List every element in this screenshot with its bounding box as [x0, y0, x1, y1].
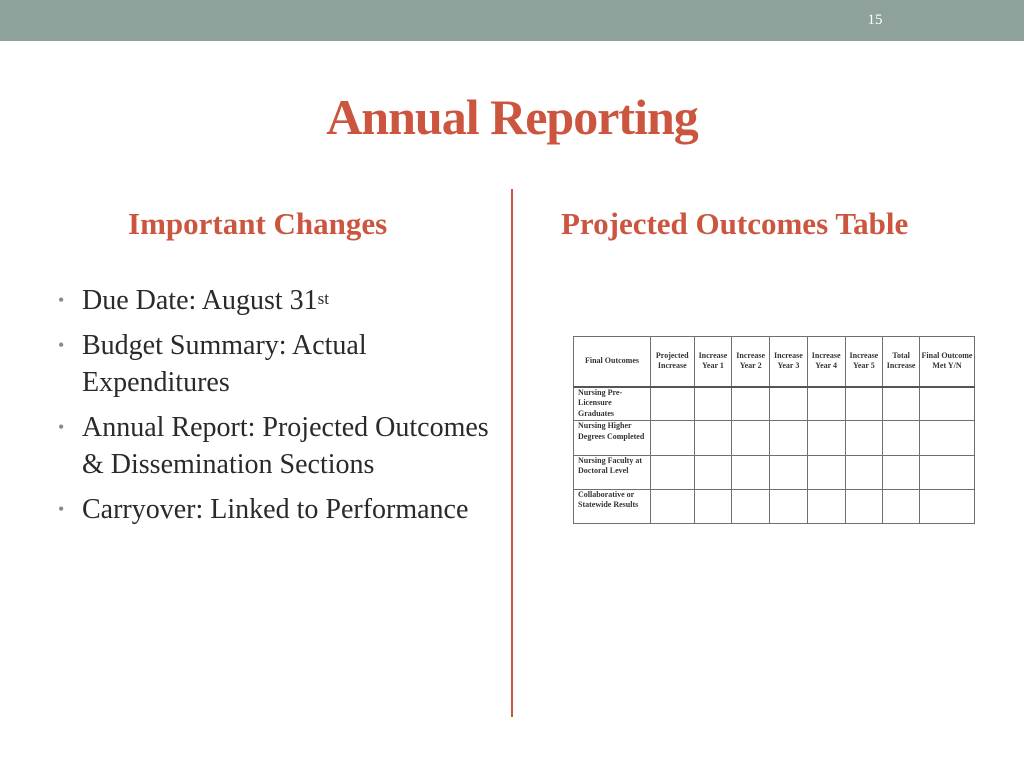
changes-bullet-list — [56, 282, 496, 535]
bullet-superscript: st — [317, 289, 329, 308]
table-row — [574, 387, 975, 421]
table-row — [574, 421, 975, 455]
table-cell — [883, 387, 920, 421]
projected-outcomes-heading: Projected Outcomes Table — [561, 206, 909, 241]
column-header-increase-year-5: Increase Year 5 — [845, 337, 883, 387]
bullet-text: Carryover: Linked to Performance — [82, 493, 469, 525]
bullet-item-annual-report — [56, 409, 496, 484]
row-label: Nursing Faculty at Doctoral Level — [574, 455, 651, 489]
column-divider — [511, 189, 513, 717]
table-cell — [845, 455, 883, 489]
table-cell — [807, 455, 845, 489]
bullet-item-carryover — [56, 491, 496, 529]
table-cell — [883, 489, 920, 523]
column-header-projected-increase: Projected Increase — [651, 337, 695, 387]
bullet-dot-icon: • — [58, 334, 65, 355]
bullet-dot-icon: • — [58, 290, 65, 310]
table-cell — [651, 489, 695, 523]
bullet-dot-icon: • — [58, 498, 65, 519]
table-cell — [883, 421, 920, 455]
bullet-item-budget-summary — [56, 327, 496, 402]
table-cell — [883, 455, 920, 489]
table-cell — [845, 489, 883, 523]
table-cell — [920, 455, 975, 489]
table-cell — [770, 455, 808, 489]
table-cell — [732, 455, 770, 489]
row-label: Nursing Higher Degrees Completed — [574, 421, 651, 455]
column-header-increase-year-1: Increase Year 1 — [694, 337, 732, 387]
table-cell — [770, 387, 808, 421]
table-cell — [732, 387, 770, 421]
table-cell — [651, 455, 695, 489]
table-cell — [807, 421, 845, 455]
header-bar — [0, 0, 1024, 41]
table-cell — [770, 421, 808, 455]
column-header-increase-year-4: Increase Year 4 — [807, 337, 845, 387]
table-cell — [845, 421, 883, 455]
column-header-final-outcome-met: Final Outcome Met Y/N — [920, 337, 975, 387]
bullet-dot-icon: • — [58, 416, 65, 437]
column-header-increase-year-3: Increase Year 3 — [770, 337, 808, 387]
column-header-total-increase: Total Increase — [883, 337, 920, 387]
table-cell — [694, 455, 732, 489]
row-label: Nursing Pre-Licensure Graduates — [574, 387, 651, 421]
slide-title: Annual Reporting — [326, 89, 698, 145]
table-cell — [694, 421, 732, 455]
table-cell — [651, 387, 695, 421]
page-number: 15 — [867, 12, 883, 28]
table-cell — [732, 421, 770, 455]
table-row — [574, 489, 975, 523]
table-cell — [845, 387, 883, 421]
table-cell — [651, 421, 695, 455]
table-cell — [920, 421, 975, 455]
table-cell — [694, 387, 732, 421]
table-cell — [920, 387, 975, 421]
table-cell — [920, 489, 975, 523]
table-header-row — [574, 337, 975, 387]
projected-outcomes-table — [573, 336, 975, 524]
table-cell — [770, 489, 808, 523]
bullet-item-due-date — [56, 282, 496, 320]
bullet-text: Due Date: August 31 — [82, 285, 318, 316]
table-cell — [807, 387, 845, 421]
table-cell — [694, 489, 732, 523]
bullet-text: Annual Report: Projected Outcomes & Dissemination Sections — [82, 411, 489, 480]
important-changes-heading: Important Changes — [128, 206, 388, 241]
table-cell — [807, 489, 845, 523]
column-header-final-outcomes: Final Outcomes — [574, 337, 651, 387]
table-cell — [732, 489, 770, 523]
bullet-text: Budget Summary: Actual Expenditures — [82, 329, 367, 398]
column-header-increase-year-2: Increase Year 2 — [732, 337, 770, 387]
table-row — [574, 455, 975, 489]
row-label: Collaborative or Statewide Results — [574, 489, 651, 523]
